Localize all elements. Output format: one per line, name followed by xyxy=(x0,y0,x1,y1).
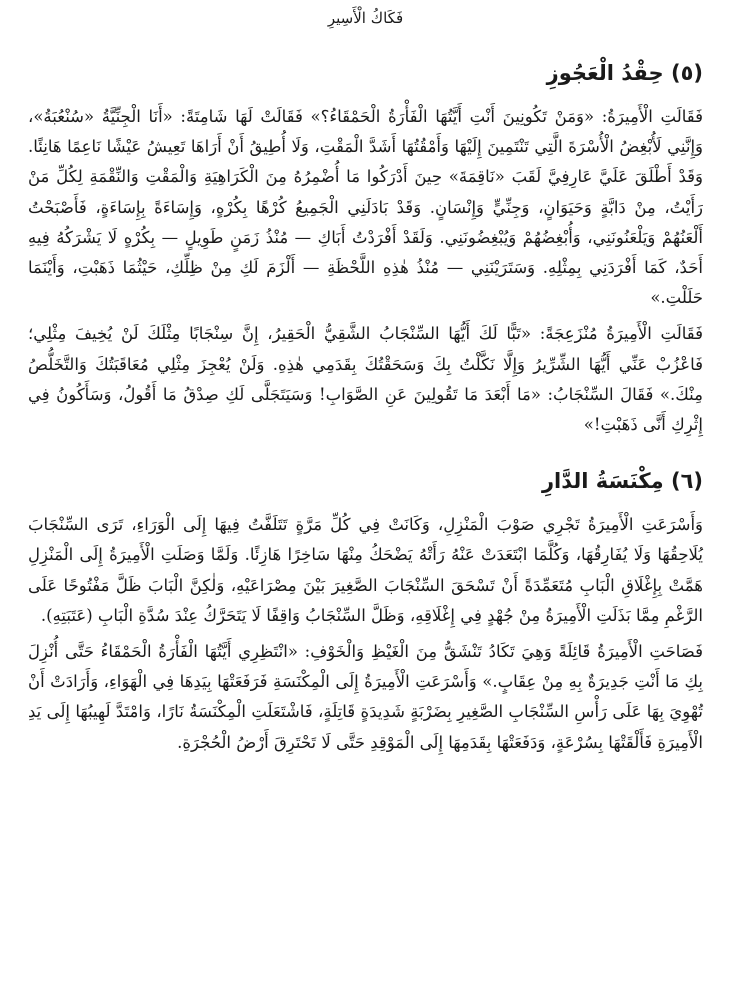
paragraph: فَصَاحَتِ الْأَمِيرَةُ قَائِلَةً وَهِيَ تَكَادُ تَنْشَقُّ مِنَ الْغَيْظِ وَالْخَوْفِ: «انْتَظِرِي أَيَّتُهَا الْفَأْرَةُ الْحَمْقَاءُ حَتَّى أُنْزِلَ بِكِ مَا أَنْتِ جَدِيرَةٌ بِهِ مِنْ عِقَابٍ.» وَأَسْرَعَتِ الْأَمِيرَةُ إِلَى الْمِكْنَسَةِ فَرَفَعَتْهَا بِيَدِهَا فِي الْهَوَاءِ، وَأَرَادَتْ أَنْ تُهْوِيَ بِهَا عَلَى رَأْسِ السِّنْجَابِ الصَّغِيرِ بِضَرْبَةٍ شَدِيدَةٍ قَاتِلَةٍ، فَاشْتَعَلَتِ الْمِكْنَسَةُ نَارًا، وَامْتَدَّ لَهِيبُهَا إِلَى يَدِ الْأَمِيرَةِ فَأَلْقَتْهَا بِسُرْعَةٍ، وَدَفَعَتْهَا بِقَدَمِهَا إِلَى الْمَوْقِدِ حَتَّى لَا تَحْتَرِقَ أَرْضُ الْحُجْرَةِ. xyxy=(28,642,703,752)
section-title-5: (٥) حِقْدُ الْعَجُوزِ xyxy=(546,61,703,85)
paragraph: فَقَالَتِ الْأَمِيرَةُ: «وَمَنْ تَكُونِينَ أَنْتِ أَيَّتُهَا الْفَأْرَةُ الْحَمْقَاءُ؟» فَقَالَتْ لَهَا شَامِتَةً: «أَنَا الْجِنِّيَّةُ «سُنْعُبَةُ»، وَإِنَّنِي لَأُبْغِضُ الْأُسْرَةَ الَّتِي تَنْتَمِينَ إِلَيْهَا وَأَمْقُتُهَا أَشَدَّ الْمَقْتِ، وَلَا أُطِيقُ أَنْ أَرَاهَا تَعِيشُ عَيْشًا نَاعِمًا هَانِئًا. وَقَدْ أَطْلَقَ عَلَيَّ عَارِفِيَّ لَقَبَ «نَاقِمَةَ» حِينَ أَدْرَكُوا مَا أُضْمِرُهُ مِنَ الْكَرَاهِيَةِ وَالْمَقْتِ وَالنِّقْمَةِ لِكُلِّ مَنْ رَأَيْتُ، مِنْ دَابَّةٍ وَحَيَوَانٍ، وَجِنِّيٍّ وَإِنْسَانٍ. وَقَدْ بَادَلَنِي الْجَمِيعُ كُرْهًا بِكُرْهٍ، وَإِسَاءَةً بِإِسَاءَةٍ، فَأَصْبَحْتُ أَلْعَنُهُمْ وَيَلْعَنُونَنِي، وَأُبْغِضُهُمْ وَيُبْغِضُونَنِي. وَلَقَدْ أَفْرَدْتُ أَبَاكِ — مُنْذُ زَمَنٍ طَوِيلٍ — بِكُرْهٍ لَا يَشْرَكُهُ فِيهِ أَحَدٌ، كَمَا أَفْرَدَنِي بِمِثْلِهِ. وَسَتَرَيْنَنِي — مُنْذُ هٰذِهِ اللَّحْظَةِ — أَلْزَمَ لَكِ مِنْ ظِلِّكِ، حَيْثُمَا ذَهَبْتِ، وَأَيْنَمَا حَلَلْتِ.» xyxy=(28,107,703,308)
paragraph: وَأَسْرَعَتِ الْأَمِيرَةُ تَجْرِي صَوْبَ الْمَنْزِلِ، وَكَانَتْ فِي كُلِّ مَرَّةٍ تَتَلَفَّتُ فِيهَا إِلَى الْوَرَاءِ، تَرَى السِّنْجَابَ يُلَاحِقُهَا وَلَا يُفَارِقُهَا، وَكُلَّمَا ابْتَعَدَتْ عَنْهُ رَأَتْهُ يَضْحَكُ مِنْهَا سَاخِرًا هَازِئًا. وَلَمَّا وَصَلَتِ الْأَمِيرَةُ إِلَى الْمَنْزِلِ هَمَّتْ بِإِغْلَاقِ الْبَابِ مُتَعَمِّدَةً أَنْ تَسْحَقَ السِّنْجَابَ الصَّغِيرَ بَيْنَ مِصْرَاعَيْهِ، وَلٰكِنَّ الْبَابَ ظَلَّ مَفْتُوحًا عَلَى الرَّغْمِ مِمَّا بَذَلَتِ الْأَمِيرَةُ مِنْ جُهْدٍ فِي إِغْلَاقِهِ، وَظَلَّ السِّنْجَابُ وَاقِفًا لَا يَتَحَرَّكُ عِنْدَ سُدَّةِ الْبَابِ (عَتَبَتِهِ). xyxy=(28,515,703,625)
section-title-6: (٦) مِكْنَسَةُ الدَّارِ xyxy=(541,469,703,494)
paragraph: فَقَالَتِ الْأَمِيرَةُ مُنْزَعِجَةً: «تَبًّا لَكَ أَيُّهَا السِّنْجَابُ الشَّقِيُّ الْحَقِيرُ، إِنَّ سِنْجَابًا مِثْلَكَ لَنْ يُخِيفَ مِثْلِي؛ فَاعْزُبْ عَنِّي أَيُّهَا الشِّرِّيرُ وَإِلَّا نَكَّلْتُ بِكَ وَسَحَقْتُكَ بِقَدَمِي هٰذِهِ. وَلَنْ يُعْجِزَ مِثْلِي مُعَاقَبَتُكَ وَالتَّخَلُّصُ مِنْكَ.» فَقَالَ السِّنْجَابُ: «مَا أَبْعَدَ مَا تَقُولِينَ عَنِ الصَّوَابِ! وَسَيَتَجَلَّى لَكِ صِدْقُ مَا أَقُولُ، وَسَأَكُونُ فِي إِثْرِكِ أَنَّى ذَهَبْتِ!» xyxy=(28,324,703,435)
running-header: فَكَاكُ الْأَسِيرِ xyxy=(327,9,404,27)
